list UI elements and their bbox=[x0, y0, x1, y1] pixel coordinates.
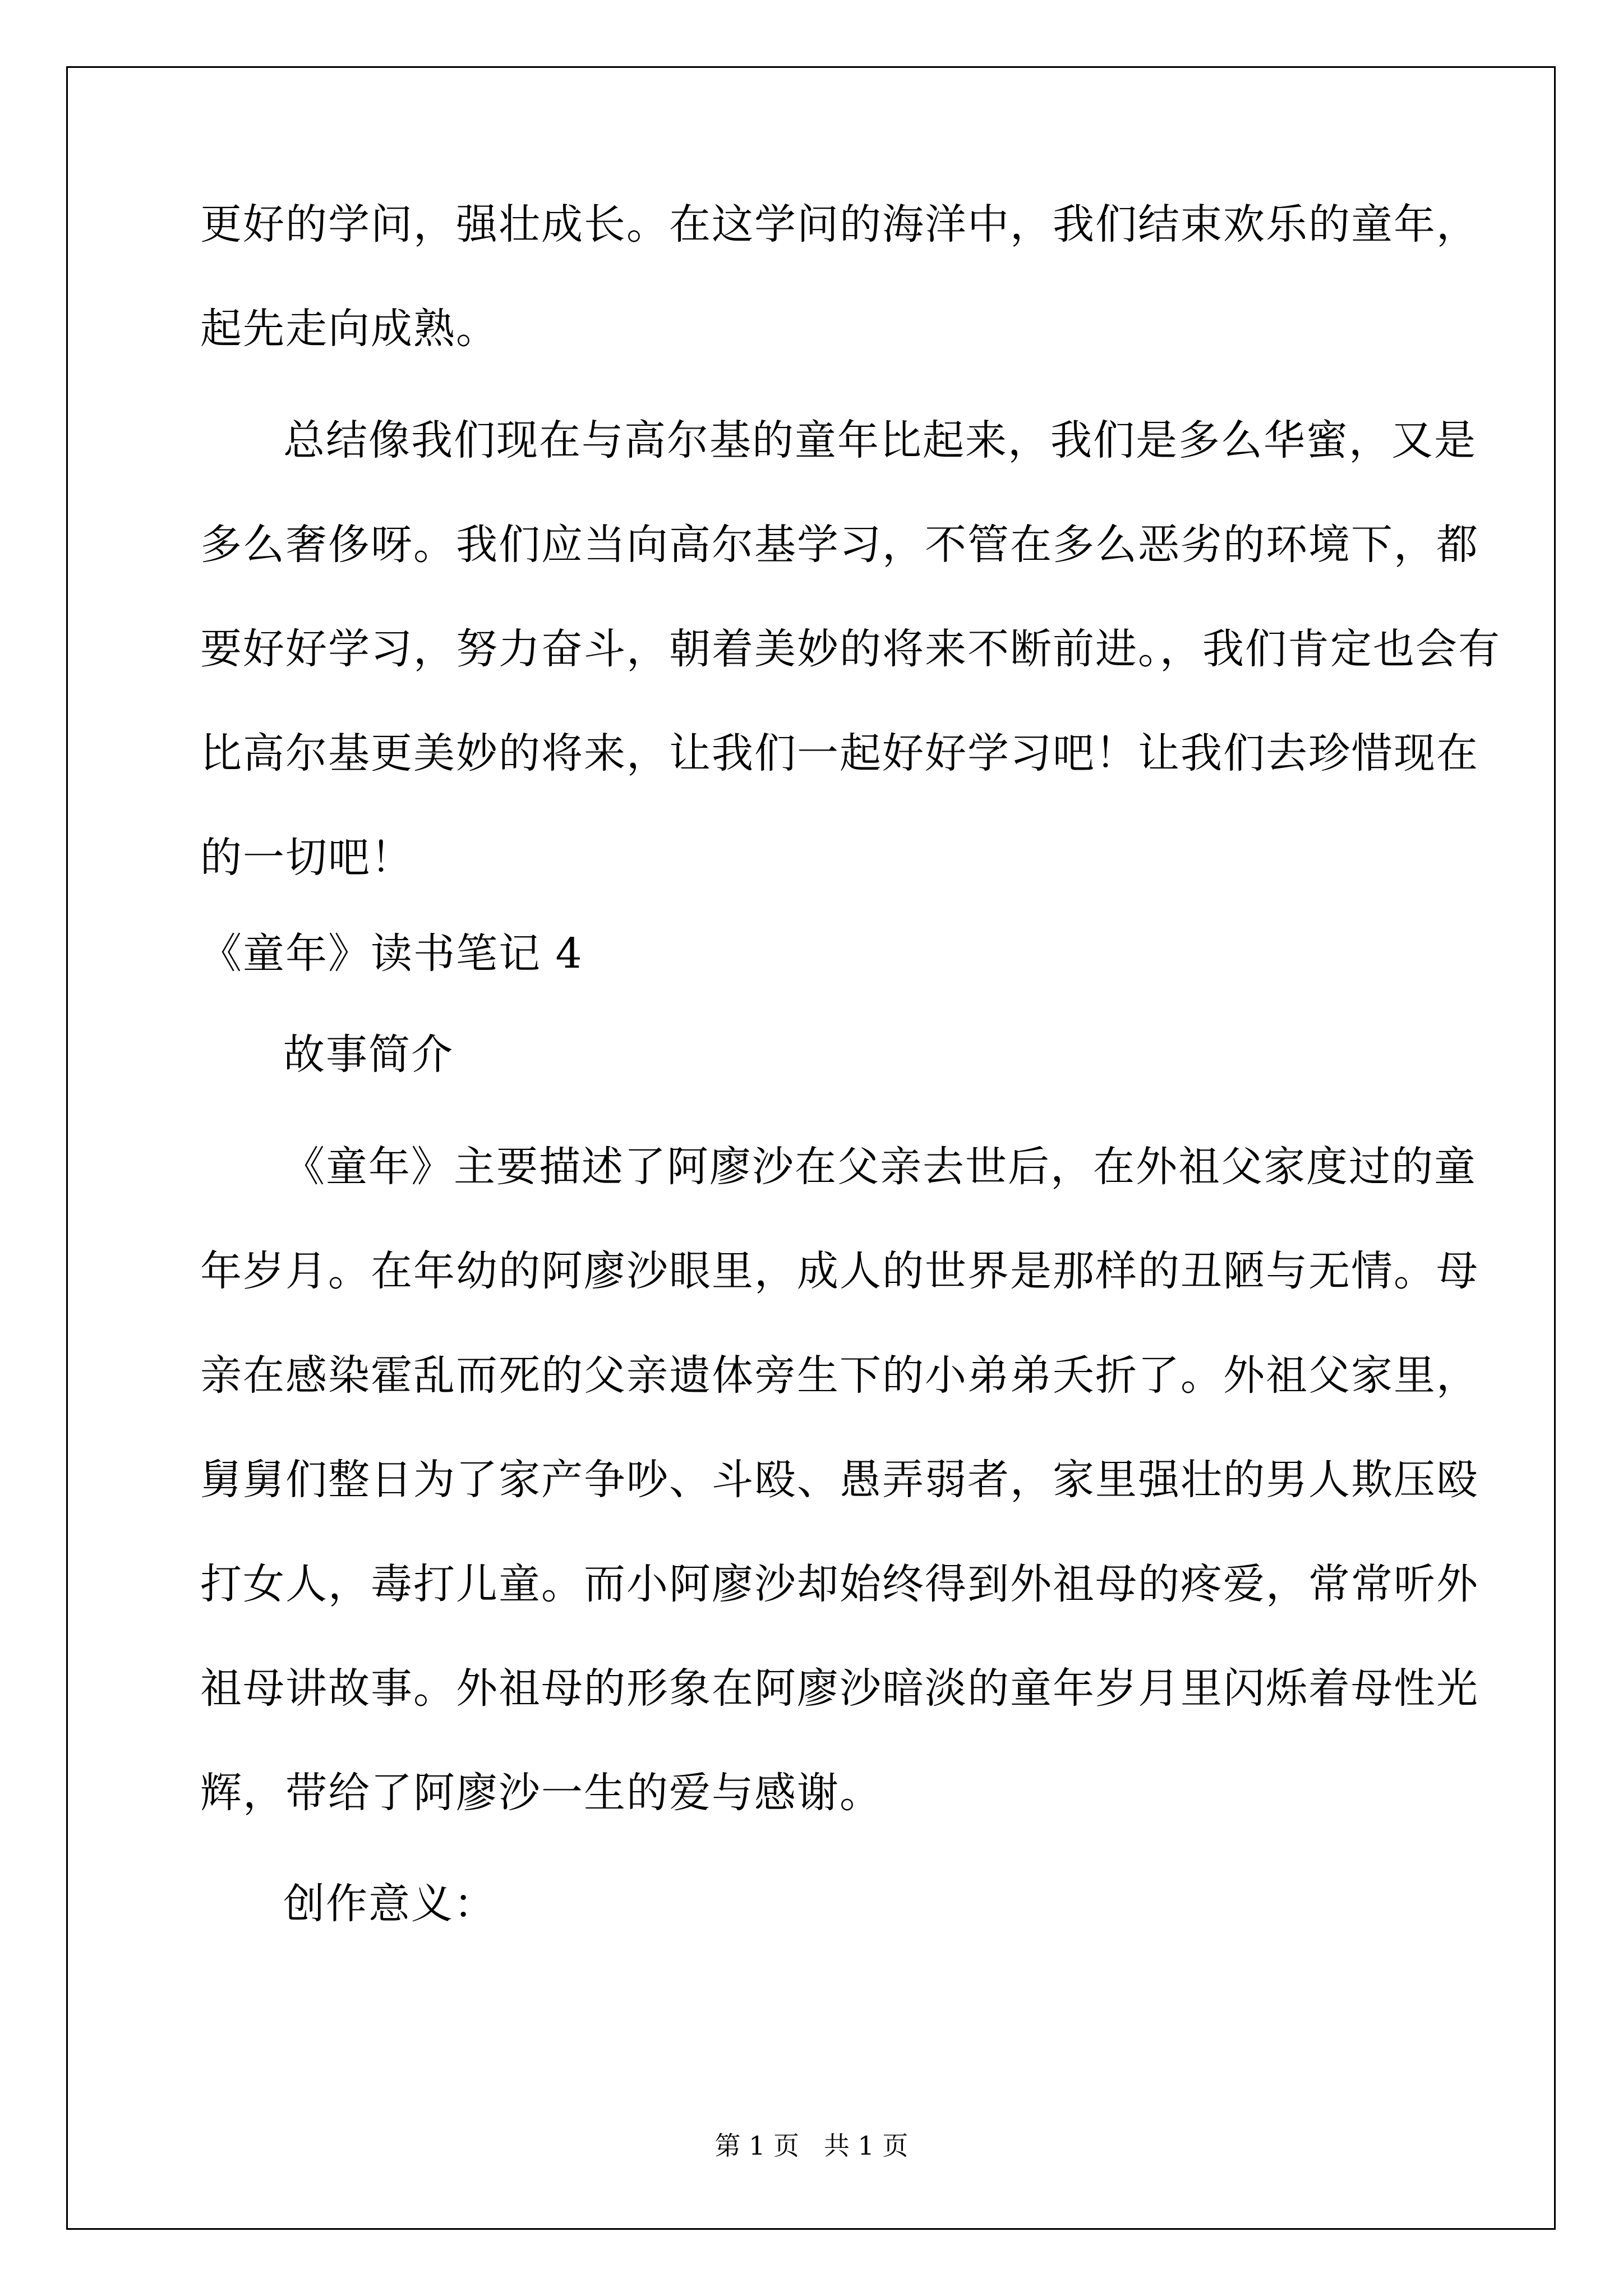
paragraph-line: 辉，带给了阿廖沙一生的爱与感谢。 bbox=[200, 1769, 882, 1817]
paragraph-line: 要好好学习，努力奋斗，朝着美妙的将来不断前进。，我们肯定也会有 bbox=[200, 625, 1501, 673]
subheading: 创作意义： bbox=[283, 1880, 496, 1928]
paragraph-line: 亲在感染霍乱而死的父亲遗体旁生下的小弟弟夭折了。外祖父家里， bbox=[200, 1351, 1479, 1400]
paragraph-line: 祖母讲故事。外祖母的形象在阿廖沙暗淡的童年岁月里闪烁着母性光 bbox=[200, 1664, 1479, 1713]
paragraph-line: 总结像我们现在与高尔基的童年比起来，我们是多么华蜜，又是 bbox=[283, 416, 1477, 464]
section-heading: 《童年》读书笔记 4 bbox=[200, 930, 583, 978]
page-number-footer: 第 1 页 共 1 页 bbox=[714, 2131, 909, 2161]
paragraph-line: 年岁月。在年幼的阿廖沙眼里，成人的世界是那样的丑陋与无情。母 bbox=[200, 1247, 1479, 1295]
subheading: 故事简介 bbox=[283, 1030, 454, 1079]
paragraph-line: 《童年》主要描述了阿廖沙在父亲去世后，在外祖父家度过的童 bbox=[283, 1143, 1477, 1191]
paragraph-line: 起先走向成熟。 bbox=[200, 305, 499, 353]
paragraph-line: 多么奢侈呀。我们应当向高尔基学习，不管在多么恶劣的环境下，都 bbox=[200, 521, 1479, 569]
paragraph-line: 的一切吧！ bbox=[200, 834, 413, 882]
paragraph-line: 比高尔基更美妙的将来，让我们一起好好学习吧！让我们去珍惜现在 bbox=[200, 729, 1479, 777]
paragraph-line: 舅舅们整日为了家产争吵、斗殴、愚弄弱者，家里强壮的男人欺压殴 bbox=[200, 1456, 1479, 1504]
paragraph-line: 打女人，毒打儿童。而小阿廖沙却始终得到外祖母的疼爱，常常听外 bbox=[200, 1560, 1479, 1608]
paragraph-line: 更好的学问，强壮成长。在这学问的海洋中，我们结束欢乐的童年， bbox=[200, 200, 1479, 249]
